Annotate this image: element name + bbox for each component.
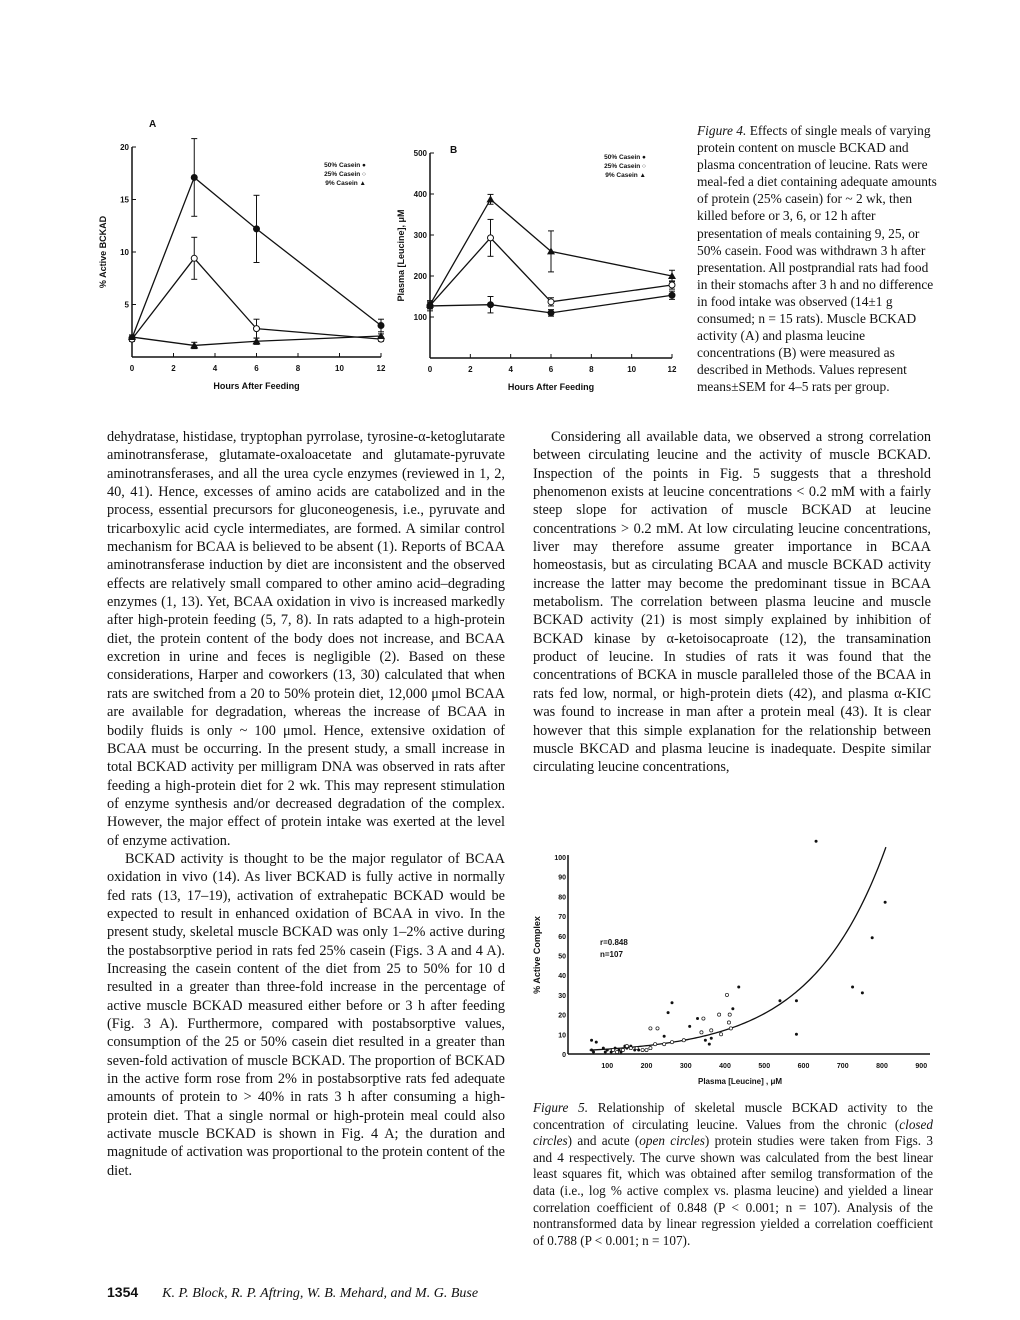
closed-point <box>778 999 781 1002</box>
y-axis-label: % Active Complex <box>532 916 542 994</box>
open-circle-marker <box>548 299 554 305</box>
closed-point <box>604 1051 607 1054</box>
y-tick-label: 60 <box>558 933 566 941</box>
legend-entry: 9% Casein ▲ <box>605 172 646 179</box>
open-point <box>700 1031 703 1034</box>
open-point <box>670 1041 673 1044</box>
paragraph: dehydratase, histidase, tryptophan pyrrolase, tyrosine-α-ketoglutarate aminotransferase, glutamate-oxaloacetate and glutamate-pyruvate aminotransferases, and all the urea cycle enzymes (reviewed in 1, 2, 40, 41). Hence, excesses of amino acids are catabolized and in the process, essential precursors for gluconeogenesis, i.e., pyruvate and tricarboxylic acid cycle intermediates, are formed. A similar control mechanism for BCAA is believed to be absent (1). Reports of BCAA aminotransferase induction by diet are inconsistent and the observed effects are relatively small compared to other amino acid–degrading enzymes (1, 13). Yet, BCAA oxidation in vivo is increased markedly after high-protein feeding (5, 7, 8). In rats adapted to a high-protein diet, the protein content of the body does not increase, and BCAA excretion in urine and feces is negligible (2). Based on these considerations, Harper and coworkers (13, 30) calculated that when rats are switched from a 20 to 50% protein diet, 12,000 μmol BCAA are available for degradation, whereas the increase of BCAA in bodily fluids is only ~ 100 μmol. Hence, extensive oxidation of BCAA must be occurring. In the present study, a small increase in total BCKAD activity per milligram DNA was observed in rats after feeding a high-protein diet for 2 wk. This may represent stimulation of enzyme synthesis and/or decreased degradation of the complex. However, the major effect of protein intake was exerted at the level of enzyme activation. <box>107 429 505 849</box>
caption-text: Relationship of skeletal muscle BCKAD activity to the concentration of circulating leucine. Values from the chronic ( <box>533 1100 933 1132</box>
x-tick-label: 0 <box>129 364 135 373</box>
closed-point <box>884 901 887 904</box>
open-point <box>656 1027 659 1030</box>
closed-point <box>671 1001 674 1004</box>
x-tick-label: 900 <box>915 1063 928 1070</box>
x-tick-label: 300 <box>679 1063 692 1070</box>
page-footer <box>107 1284 478 1302</box>
y-tick-label: 20 <box>558 1012 566 1020</box>
open-point <box>728 1013 731 1016</box>
closed-point <box>595 1041 598 1044</box>
closed-point <box>602 1047 605 1050</box>
x-tick-label: 500 <box>758 1063 771 1070</box>
closed-point <box>795 999 798 1002</box>
open-point <box>718 1013 721 1016</box>
panel-label: A <box>149 119 157 130</box>
legend-entry: 50% Casein ● <box>604 154 646 161</box>
filled-circle-marker <box>254 226 260 232</box>
closed-point <box>704 1039 707 1042</box>
open-circle-marker <box>669 282 675 288</box>
y-axis-label: % Active BCKAD <box>98 215 108 289</box>
open-point <box>654 1043 657 1046</box>
x-tick-label: 400 <box>719 1063 731 1070</box>
closed-point <box>667 1011 670 1014</box>
filled-circle-marker <box>548 310 554 316</box>
open-point <box>702 1017 705 1020</box>
filled-circle-marker <box>378 323 384 329</box>
caption-text: ) protein studies were taken from Figs. 3 and 4 respectively. The curve shown was calculated from the best linear least squares fit, which was obtained after semilog transformation of the data (i.e., log % active complex vs. plasma leucine) and yielded a linear correlation coefficient of 0.848 (P < 0.001; n = 107). Analysis of the nontransformed data by linear regression yielded a correlation coefficient of 0.788 (P < 0.001; n = 107). <box>533 1133 933 1248</box>
open-point <box>612 1048 615 1051</box>
open-point <box>625 1045 628 1048</box>
x-axis-label: Hours After Feeding <box>507 382 595 392</box>
filled-circle-marker <box>669 292 675 298</box>
x-tick-label: 600 <box>797 1063 810 1070</box>
y-tick-label: 90 <box>558 874 566 882</box>
caption-label: Figure 5. <box>533 1100 588 1115</box>
closed-point <box>871 936 874 939</box>
x-tick-label: 4 <box>508 365 513 374</box>
x-tick-label: 10 <box>335 364 344 373</box>
open-point <box>729 1027 732 1030</box>
caption-text: ) and acute ( <box>567 1133 640 1149</box>
closed-point <box>851 986 854 989</box>
y-tick-label: 0 <box>562 1052 566 1059</box>
open-point <box>649 1027 652 1030</box>
y-tick-label: 500 <box>413 149 427 158</box>
paragraph: Considering all available data, we observed a strong correlation between circulating leucine and the activity of muscle BCKAD. Inspection of the points in Fig. 5 suggests that a threshold phenomenon exists at leucine concentrations < 0.2 mM with a fairly steep slope for activation of muscle BCKAD at leucine concentrations > 0.2 mM. At low circulating leucine concentrations, liver may therefore assume greater importance in BCAA homeostasis, but as circulating BCAA and muscle BCKAD activity increase the latter may become the predominant tissue in BCAA metabolism. The correlation between plasma leucine and muscle BCKAD activity (21) is most simply explained by inhibition of BCKAD kinase by α-ketoisocaproate (12), the transamination product of leucine. In studies of rats it was found that the concentrations of BCKA in muscle paralleled those of the BCAA in rats fed low, normal, or high-protein diets (42), and plasma α-KIC was found to increase in man after a protein meal (43). It is clear however that this simple explanation for the relationship between muscle BKCAD and plasma leucine is inadequate. Despite similar circulating leucine concentrations, <box>533 429 931 776</box>
x-tick-label: 12 <box>667 365 677 374</box>
y-tick-label: 10 <box>120 248 129 257</box>
filled-circle-marker <box>191 174 197 180</box>
x-tick-label: 700 <box>836 1063 849 1070</box>
open-circle-marker <box>488 235 494 241</box>
figure-4-caption <box>697 122 937 396</box>
closed-point <box>731 1007 734 1010</box>
annotation: r=0.848 <box>600 938 628 947</box>
legend-entry: 9% Casein ▲ <box>325 180 366 187</box>
y-tick-label: 70 <box>558 914 566 922</box>
y-tick-label: 10 <box>558 1032 566 1040</box>
y-tick-label: 40 <box>558 973 566 981</box>
y-tick-label: 300 <box>413 231 427 240</box>
closed-point <box>688 1025 691 1028</box>
fit-curve <box>590 847 886 1050</box>
authors: K. P. Block, R. P. Aftring, W. B. Mehard, and M. G. Buse <box>162 1286 479 1301</box>
y-tick-label: 50 <box>558 953 566 961</box>
y-tick-label: 15 <box>120 195 129 205</box>
caption-italic: closed circles <box>533 1116 933 1149</box>
x-tick-label: 200 <box>640 1063 653 1070</box>
caption-text: Effects of single meals of varying protein content on muscle BCKAD and plasma concentration of leucine. Rats were meal-fed a diet containing adequate amounts of protein (25% casein) for ~ 2 wk, then killed before or 3, 6, or 12 h after presentation of meals containing 9, 25, or 50% casein. Food was withdrawn 3 h after presentation. All postprandial rats had food in their stomachs after 3 h and no difference in food intake was observed (14±1 g consumed; n = 15 rats). Muscle BCKAD activity (A) and plasma leucine concentrations (B) were measured as described in Methods. Values represent means±SEM for 4–5 rats per group. <box>697 123 937 395</box>
page-number: 1354 <box>107 1284 139 1300</box>
open-circle-marker <box>254 326 260 332</box>
y-tick-label: 100 <box>413 313 427 322</box>
open-point <box>727 1021 730 1024</box>
y-tick-label: 200 <box>413 272 427 281</box>
y-axis-label: Plasma [Leucine], μM <box>396 209 406 302</box>
x-tick-label: 12 <box>376 364 386 373</box>
open-point <box>719 1033 722 1036</box>
figure-5-caption <box>533 1100 933 1249</box>
closed-point <box>710 1037 713 1040</box>
open-point <box>663 1043 666 1046</box>
open-point <box>641 1048 644 1051</box>
open-point <box>649 1046 652 1049</box>
caption-label: Figure 4. <box>697 123 747 138</box>
open-point <box>629 1046 632 1049</box>
panel-label: B <box>450 145 458 156</box>
closed-point <box>592 1051 595 1054</box>
closed-point <box>590 1039 593 1042</box>
open-point <box>710 1029 713 1032</box>
open-point <box>682 1039 685 1042</box>
y-tick-label: 5 <box>124 300 129 310</box>
filled-circle-marker <box>488 302 494 308</box>
closed-point <box>663 1035 666 1038</box>
closed-point <box>696 1017 699 1020</box>
x-tick-label: 800 <box>876 1063 888 1070</box>
open-circle-marker <box>191 255 197 261</box>
closed-point <box>708 1043 711 1046</box>
y-tick-label: 20 <box>120 143 129 152</box>
open-point <box>725 993 728 996</box>
x-axis-label: Hours After Feeding <box>213 381 300 391</box>
caption-italic: open circles <box>639 1133 705 1149</box>
x-tick-label: 10 <box>627 365 637 374</box>
closed-point <box>815 840 818 843</box>
x-tick-label: 8 <box>589 365 594 374</box>
x-tick-label: 4 <box>212 364 218 373</box>
right-column <box>533 428 931 777</box>
x-tick-label: 6 <box>254 364 259 373</box>
y-tick-label: 80 <box>558 894 566 902</box>
x-tick-label: 6 <box>548 365 554 374</box>
closed-point <box>861 991 864 994</box>
x-tick-label: 100 <box>601 1063 614 1070</box>
left-column <box>107 428 505 1180</box>
x-tick-label: 2 <box>468 365 473 374</box>
closed-point <box>795 1033 798 1036</box>
legend-entry: 25% Casein ○ <box>604 163 646 170</box>
paragraph: BCKAD activity is thought to be the major regulator of BCAA oxidation in vivo (14). As liver BCKAD is fully active in normally fed rats (13, 17–19), activation of extrahepatic BCKAD would be expected to result in enhanced oxidation of BCAA in vivo. In the present study, skeletal muscle BCKAD was only 1–2% active during the postabsorptive period in rats fed 25% casein (Figs. 3 A and 4 A). Increasing the casein content of the diet from 25 to 50% for 10 d resulted in a greater than three-fold increase in the percentage of active muscle BCKAD measured either before or 3 h after feeding (Fig. 3 A). Furthermore, compared with postabsorptive values, consumption of the 25 or 50% casein diet resulted in a greater than seven-fold activation of muscle BCKAD. The proportion of BCKAD in the active form rose from 2% in postabsorptive rats fed adequate amounts of protein to > 40% in rats 3 h after consuming a high-protein diet. That a single normal or high-protein meal could also activate muscle BCKAD is shown in Fig. 4 A; the duration and magnitude of activation was proportional to the protein content of the diet. <box>107 850 505 1179</box>
legend-entry: 50% Casein ● <box>324 162 366 169</box>
open-point <box>615 1050 618 1053</box>
open-point <box>645 1048 648 1051</box>
open-point <box>621 1048 624 1051</box>
x-tick-label: 2 <box>171 364 176 373</box>
annotation: n=107 <box>600 950 623 959</box>
legend-entry: 25% Casein ○ <box>324 171 366 178</box>
y-tick-label: 30 <box>558 992 566 1000</box>
open-point <box>635 1046 638 1049</box>
triangle-marker <box>487 195 495 202</box>
closed-point <box>737 986 740 989</box>
x-axis-label: Plasma [Leucine] , μM <box>697 1077 783 1086</box>
x-tick-label: 8 <box>295 364 301 373</box>
x-tick-label: 0 <box>427 365 433 374</box>
y-tick-label: 400 <box>413 190 427 199</box>
filled-circle-marker <box>427 303 433 309</box>
y-tick-label: 100 <box>554 855 566 862</box>
